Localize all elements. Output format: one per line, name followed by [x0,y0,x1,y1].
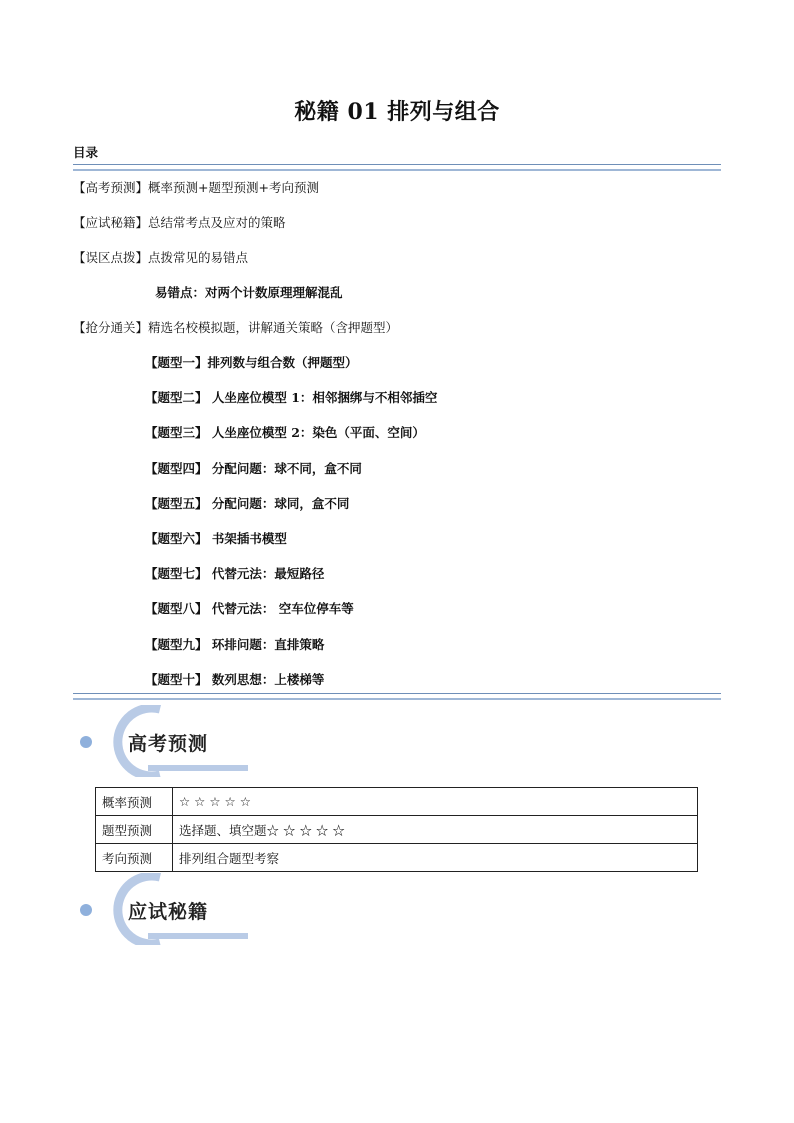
toc-type-9: 【题型九】 环排问题：直排策略 [145,637,325,652]
section-title-gaokao: 高考预测 [128,733,209,755]
row-label: 考向预测 [96,844,173,872]
table-row [96,844,698,872]
row-value: ☆ ☆ ☆ ☆ ☆ [173,788,698,816]
banner-dot-icon [80,904,92,916]
row-label: 概率预测 [96,788,173,816]
toc-type-1: 【题型一】排列数与组合数（押题型） [145,355,358,370]
toc-type-10: 【题型十】 数列思想：上楼梯等 [145,672,325,687]
banner-dot-icon [80,736,92,748]
toc-type-5: 【题型五】 分配问题：球同，盒不同 [145,496,350,511]
toc-yicuo: 易错点：对两个计数原理理解混乱 [155,285,343,300]
toc-type-3: 【题型三】 人坐座位模型 2：染色（平面、空间） [145,425,425,440]
toc-top-rule [73,164,721,171]
banner-underline [148,933,248,939]
toc-type-7: 【题型七】 代替元法：最短路径 [145,566,325,581]
table-row [96,816,698,844]
toc-wuqu: 【误区点拨】点拨常见的易错点 [73,250,249,265]
banner-underline [148,765,248,771]
section-title-yingshi: 应试秘籍 [128,901,209,923]
toc-type-2: 【题型二】 人坐座位模型 1：相邻捆绑与不相邻插空 [145,390,438,405]
row-value: 排列组合题型考察 [173,844,698,872]
toc-qiangfen: 【抢分通关】精选名校模拟题，讲解通关策略（含押题型） [73,320,399,335]
toc-gaokao: 【高考预测】概率预测+题型预测+考向预测 [73,180,319,195]
table-row [96,788,698,816]
toc-type-8: 【题型八】 代替元法： 空车位停车等 [145,601,354,616]
row-label: 题型预测 [96,816,173,844]
row-value: 选择题、填空题☆ ☆ ☆ ☆ ☆ [173,816,698,844]
toc-type-6: 【题型六】 书架插书模型 [145,531,287,546]
toc-heading: 目录 [73,145,99,160]
toc-yingshi: 【应试秘籍】总结常考点及应对的策略 [73,215,286,230]
toc-bottom-rule [73,693,721,700]
toc-type-4: 【题型四】 分配问题：球不同，盒不同 [145,461,362,476]
page-title: 秘籍 01 排列与组合 [294,99,500,125]
prediction-table [95,787,698,872]
